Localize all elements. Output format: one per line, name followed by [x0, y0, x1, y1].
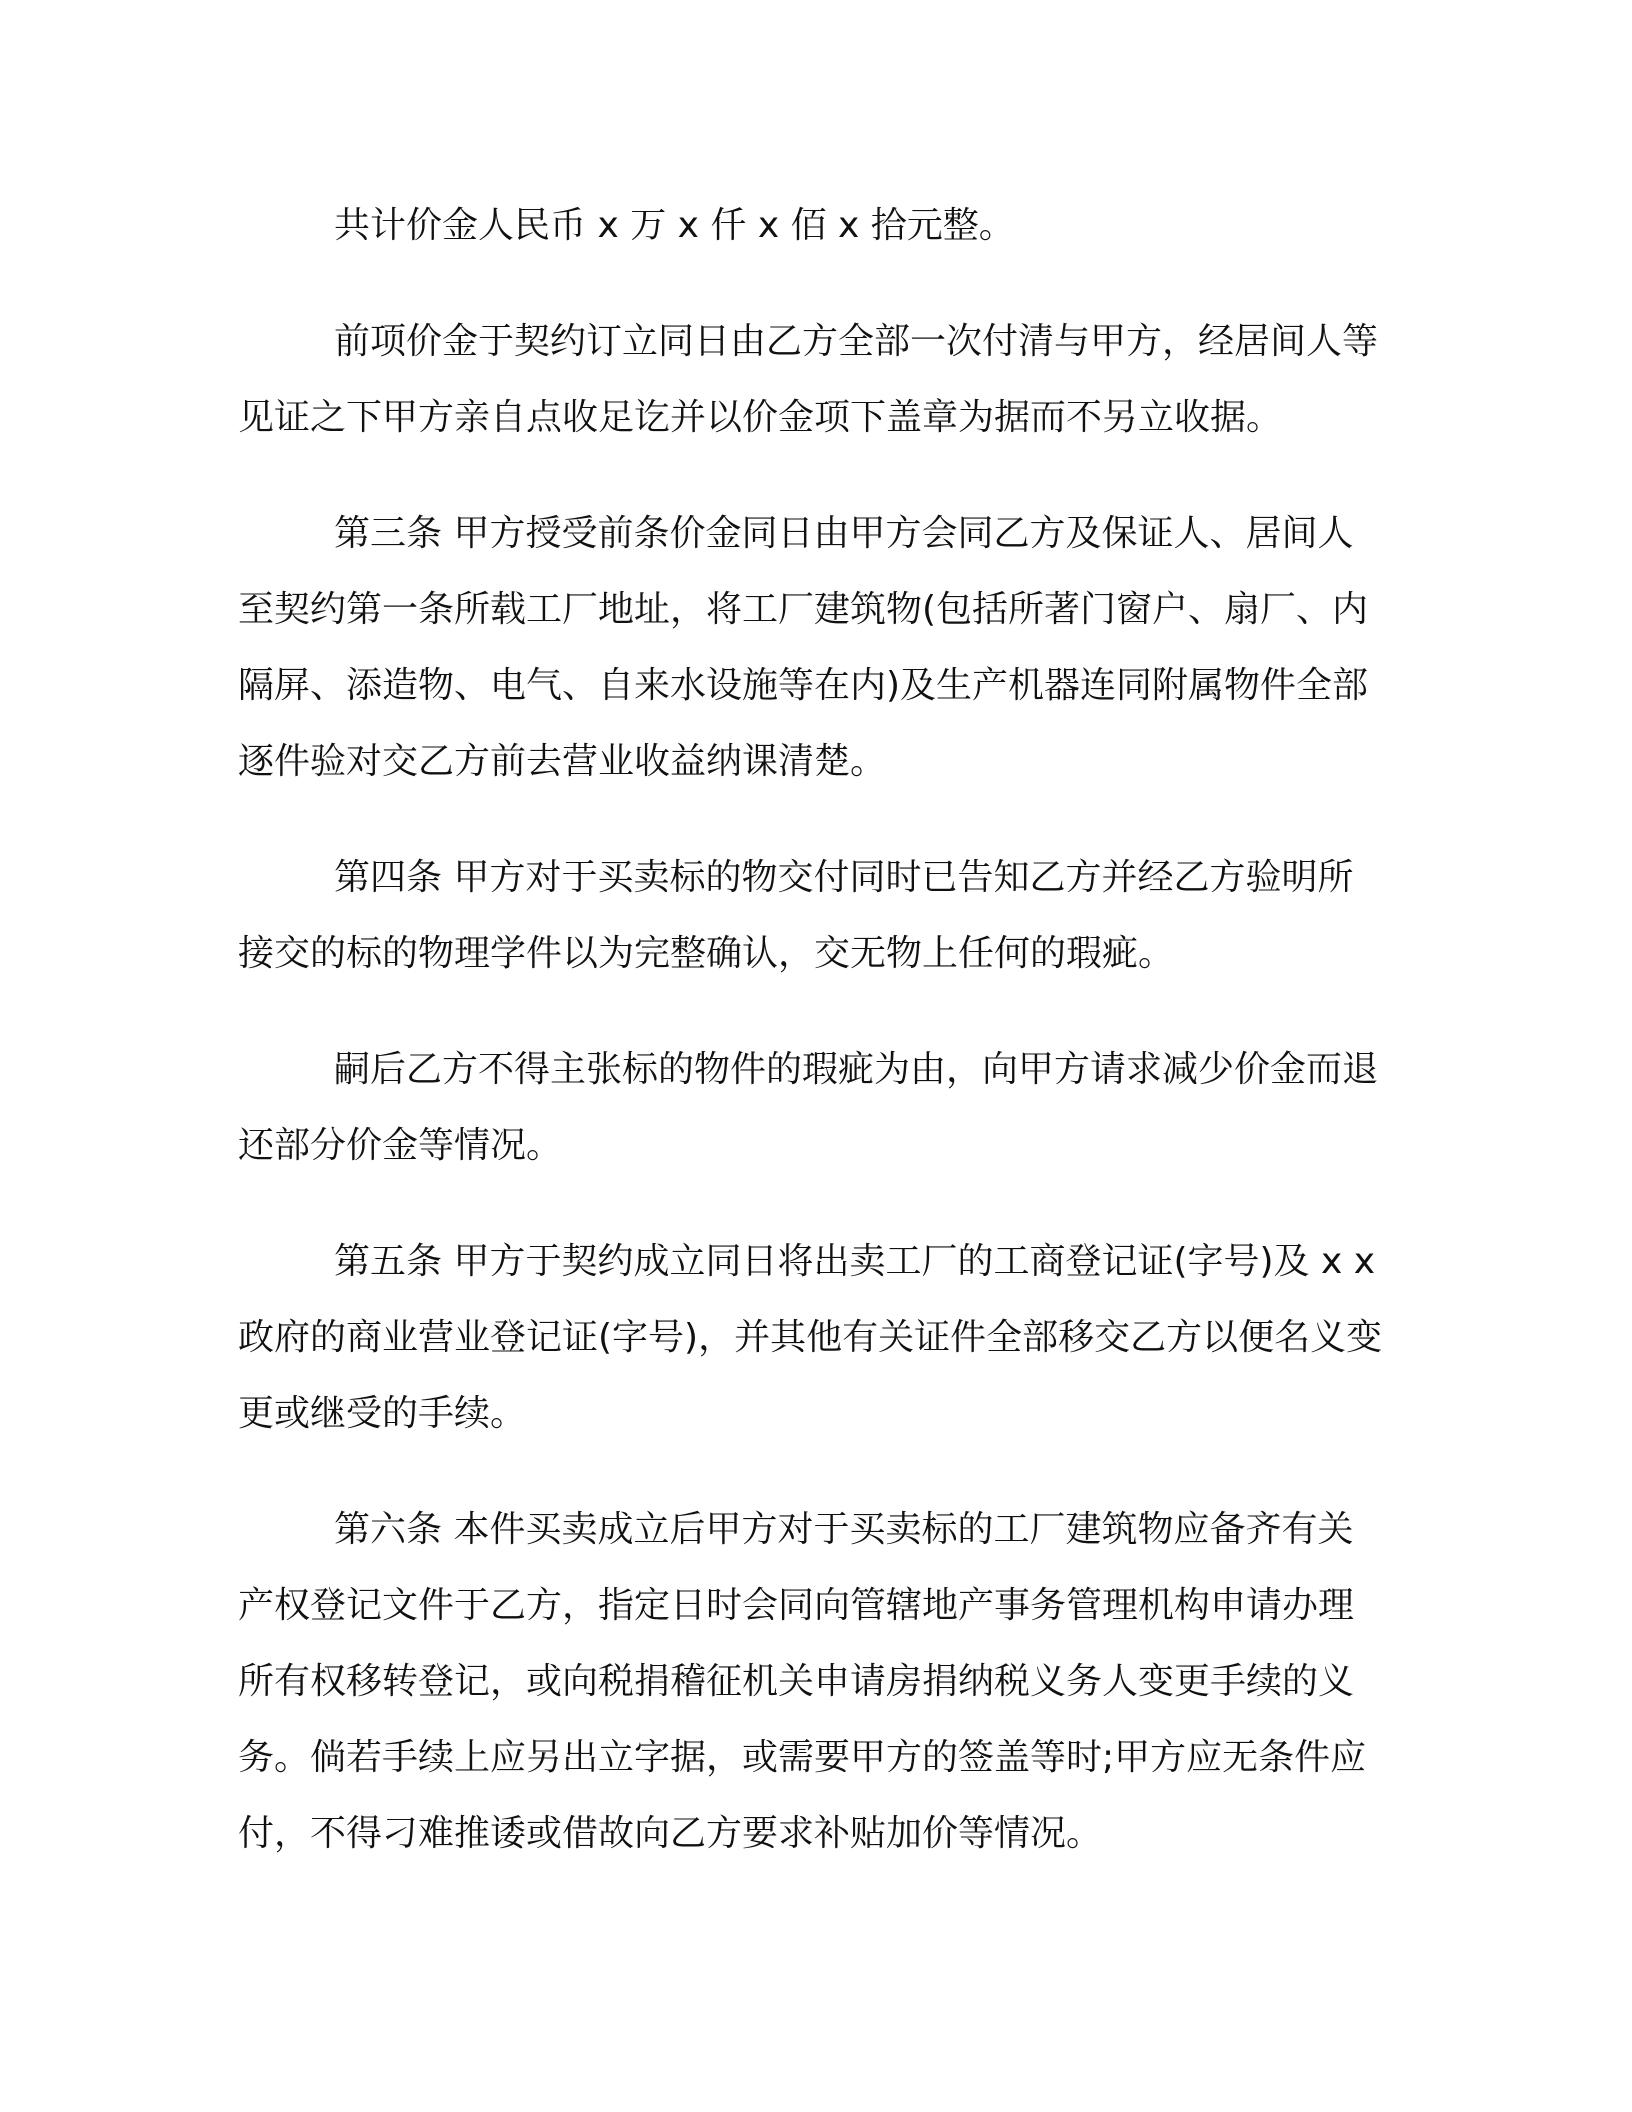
paragraph-article-4-continued: 嗣后乙方不得主张标的物件的瑕疵为由，向甲方请求减少价金而退还部分价金等情况。	[238, 1049, 1379, 1166]
paragraph-article-4: 第四条 甲方对于买卖标的物交付同时已告知乙方并经乙方验明所接交的标的物理学件以为完整确认，交无物上任何的瑕疵。	[238, 857, 1354, 974]
paragraph-article-3: 第三条 甲方授受前条价金同日由甲方会同乙方及保证人、居间人至契约第一条所载工厂地址，将工厂建筑物(包括所著门窗户、扇厂、内隔屏、添造物、电气、自来水设施等在内)及生产机器连同附属物件全部逐件验对交乙方前去营业收益纳课清楚。	[238, 513, 1369, 782]
paragraph-article-6: 第六条 本件买卖成立后甲方对于买卖标的工厂建筑物应备齐有关产权登记文件于乙方，指定日时会同向管辖地产事务管理机构申请办理所有权移转登记，或向税捐稽征机关申请房捐纳税义务人变更手续的义务。倘若手续上应另出立字据，或需要甲方的签盖等时;甲方应无条件应付，不得刁难推诿或借故向乙方要求补贴加价等情况。	[238, 1509, 1367, 1854]
paragraph-payment: 前项价金于契约订立同日由乙方全部一次付清与甲方，经居间人等见证之下甲方亲自点收足讫并以价金项下盖章为据而不另立收据。	[238, 321, 1379, 438]
paragraph-total-price: 共计价金人民币 x 万 x 仟 x 佰 x 拾元整。	[334, 205, 1015, 246]
paragraph-article-5: 第五条 甲方于契约成立同日将出卖工厂的工商登记证(字号)及 x x 政府的商业营业登记证(字号)，并其他有关证件全部移交乙方以便名义变更或继受的手续。	[238, 1241, 1383, 1434]
document-body	[238, 188, 1388, 1912]
